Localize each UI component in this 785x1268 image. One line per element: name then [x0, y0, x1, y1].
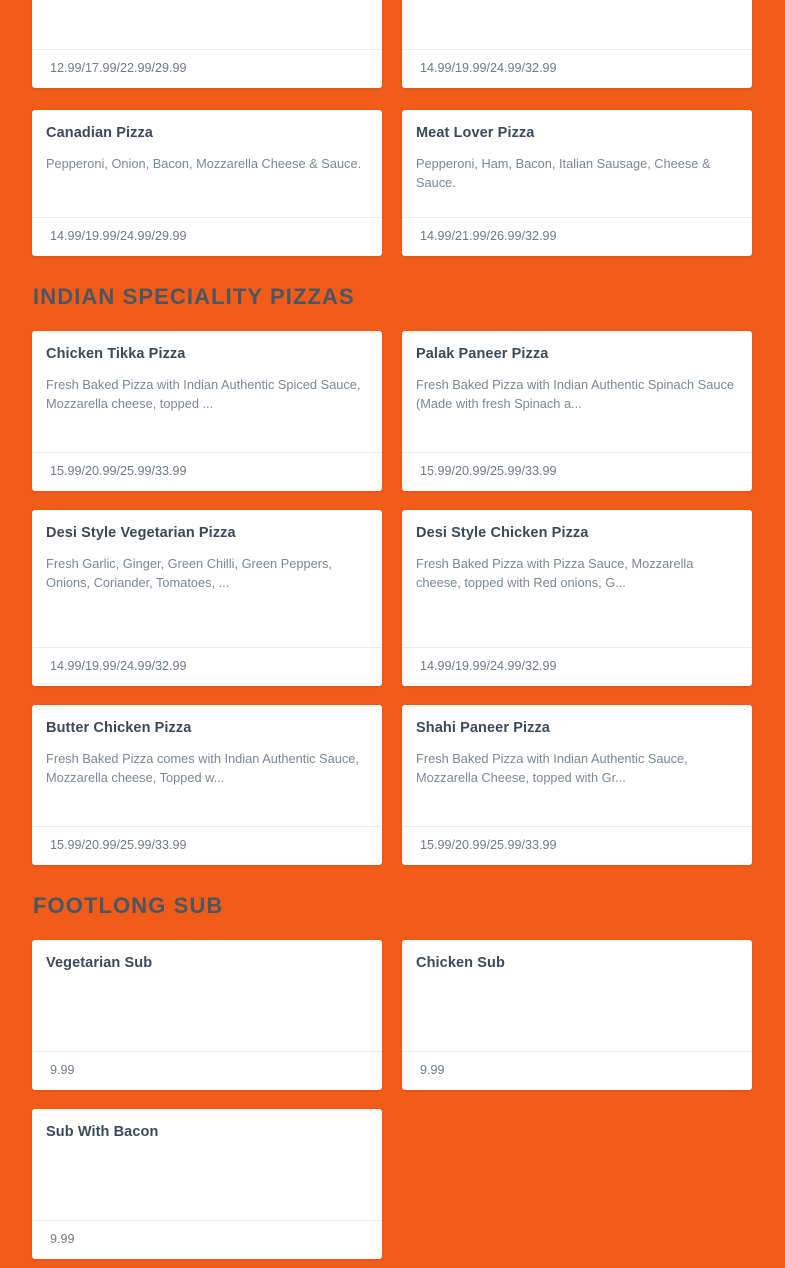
menu-item-price-row: [32, 49, 382, 88]
menu-item-price-row: [402, 452, 752, 491]
menu-item-price: 14.99/19.99/24.99/32.99: [420, 61, 557, 75]
menu-item-price: 14.99/19.99/24.99/32.99: [50, 659, 187, 673]
menu-item-description: Fresh Baked Pizza with Indian Authentic Spiced Sauce, Mozzarella cheese, topped ...: [46, 376, 361, 412]
menu-item-price-row: [402, 217, 752, 256]
section-heading-indian-speciality-pizzas: INDIAN SPECIALITY PIZZAS: [33, 284, 355, 309]
menu-item-price: 9.99: [50, 1063, 75, 1077]
menu-item-card[interactable]: [402, 0, 752, 88]
menu-item-title: Chicken Tikka Pizza: [46, 346, 186, 362]
menu-item-price: 14.99/19.99/24.99/32.99: [420, 659, 557, 673]
menu-item-price: 12.99/17.99/22.99/29.99: [50, 61, 187, 75]
menu-item-price-row: [32, 1051, 382, 1090]
menu-item-description: Fresh Garlic, Ginger, Green Chilli, Green Peppers, Onions, Coriander, Tomatoes, ...: [46, 555, 332, 591]
menu-item-price: 15.99/20.99/25.99/33.99: [50, 464, 187, 478]
menu-item-description: [46, 984, 368, 1037]
menu-item-price: 15.99/20.99/25.99/33.99: [420, 464, 557, 478]
menu-item-card[interactable]: [32, 940, 382, 1090]
menu-item-card[interactable]: [32, 510, 382, 686]
menu-item-card[interactable]: [32, 110, 382, 256]
menu-item-title: Shahi Paneer Pizza: [416, 720, 550, 736]
menu-item-description: Fresh Baked Pizza comes with Indian Authentic Sauce, Mozzarella cheese, Topped w...: [46, 750, 359, 786]
menu-item-card[interactable]: [402, 940, 752, 1090]
menu-item-title: Palak Paneer Pizza: [416, 346, 549, 362]
menu-item-description: Fresh Baked Pizza with Indian Authentic Sauce, Mozzarella Cheese, topped with Gr...: [416, 750, 688, 786]
menu-item-description: Fresh Baked Pizza with Pizza Sauce, Mozzarella cheese, topped with Red onions, G...: [416, 555, 694, 591]
menu-item-description: Pepperoni, Ham, Bacon, Italian Sausage, Cheese & Sauce.: [416, 155, 711, 191]
menu-item-price-row: [402, 647, 752, 686]
menu-item-card[interactable]: [32, 1109, 382, 1259]
menu-item-card[interactable]: [32, 705, 382, 865]
menu-item-card[interactable]: [402, 331, 752, 491]
section-heading-footlong-sub: FOOTLONG SUB: [33, 893, 224, 918]
menu-item-description: [416, 984, 738, 1037]
menu-item-price: 15.99/20.99/25.99/33.99: [50, 838, 187, 852]
menu-item-price: 14.99/19.99/24.99/29.99: [50, 229, 187, 243]
menu-item-title: Desi Style Chicken Pizza: [416, 525, 589, 541]
menu-item-title: Canadian Pizza: [46, 125, 153, 141]
menu-item-price: 15.99/20.99/25.99/33.99: [420, 838, 557, 852]
menu-item-title: Desi Style Vegetarian Pizza: [46, 525, 236, 541]
menu-item-title: Vegetarian Sub: [46, 955, 153, 971]
menu-item-card[interactable]: [32, 0, 382, 88]
menu-item-price-row: [32, 1220, 382, 1259]
menu-item-description: [46, 0, 368, 35]
menu-item-price-row: [32, 826, 382, 865]
menu-item-description: [416, 0, 738, 35]
menu-item-title: Meat Lover Pizza: [416, 125, 535, 141]
menu-item-price: 14.99/21.99/26.99/32.99: [420, 229, 557, 243]
menu-section-items: [32, 940, 753, 1259]
menu-item-price: 9.99: [50, 1232, 75, 1246]
menu-item-card[interactable]: [402, 705, 752, 865]
menu-item-description: [46, 1153, 368, 1206]
menu-item-title: Butter Chicken Pizza: [46, 720, 192, 736]
menu-section-items: [32, 331, 753, 865]
menu-item-description: Pepperoni, Onion, Bacon, Mozzarella Cheese & Sauce.: [46, 155, 362, 171]
menu-item-card[interactable]: [402, 510, 752, 686]
menu-item-price-row: [402, 1051, 752, 1090]
menu-row-cutoff: [32, 0, 753, 88]
menu-item-description: Fresh Baked Pizza with Indian Authentic Spinach Sauce (Made with fresh Spinach a...: [416, 376, 734, 412]
menu-item-title: Chicken Sub: [416, 955, 505, 971]
menu-item-card[interactable]: [402, 110, 752, 256]
menu-item-card[interactable]: [32, 331, 382, 491]
menu-item-price-row: [32, 647, 382, 686]
menu-section-items: [32, 110, 753, 256]
menu-item-price-row: [32, 452, 382, 491]
menu-item-price-row: [402, 49, 752, 88]
menu-item-price-row: [402, 826, 752, 865]
menu-item-price-row: [32, 217, 382, 256]
menu-item-price: 9.99: [420, 1063, 445, 1077]
menu-item-title: Sub With Bacon: [46, 1124, 159, 1140]
